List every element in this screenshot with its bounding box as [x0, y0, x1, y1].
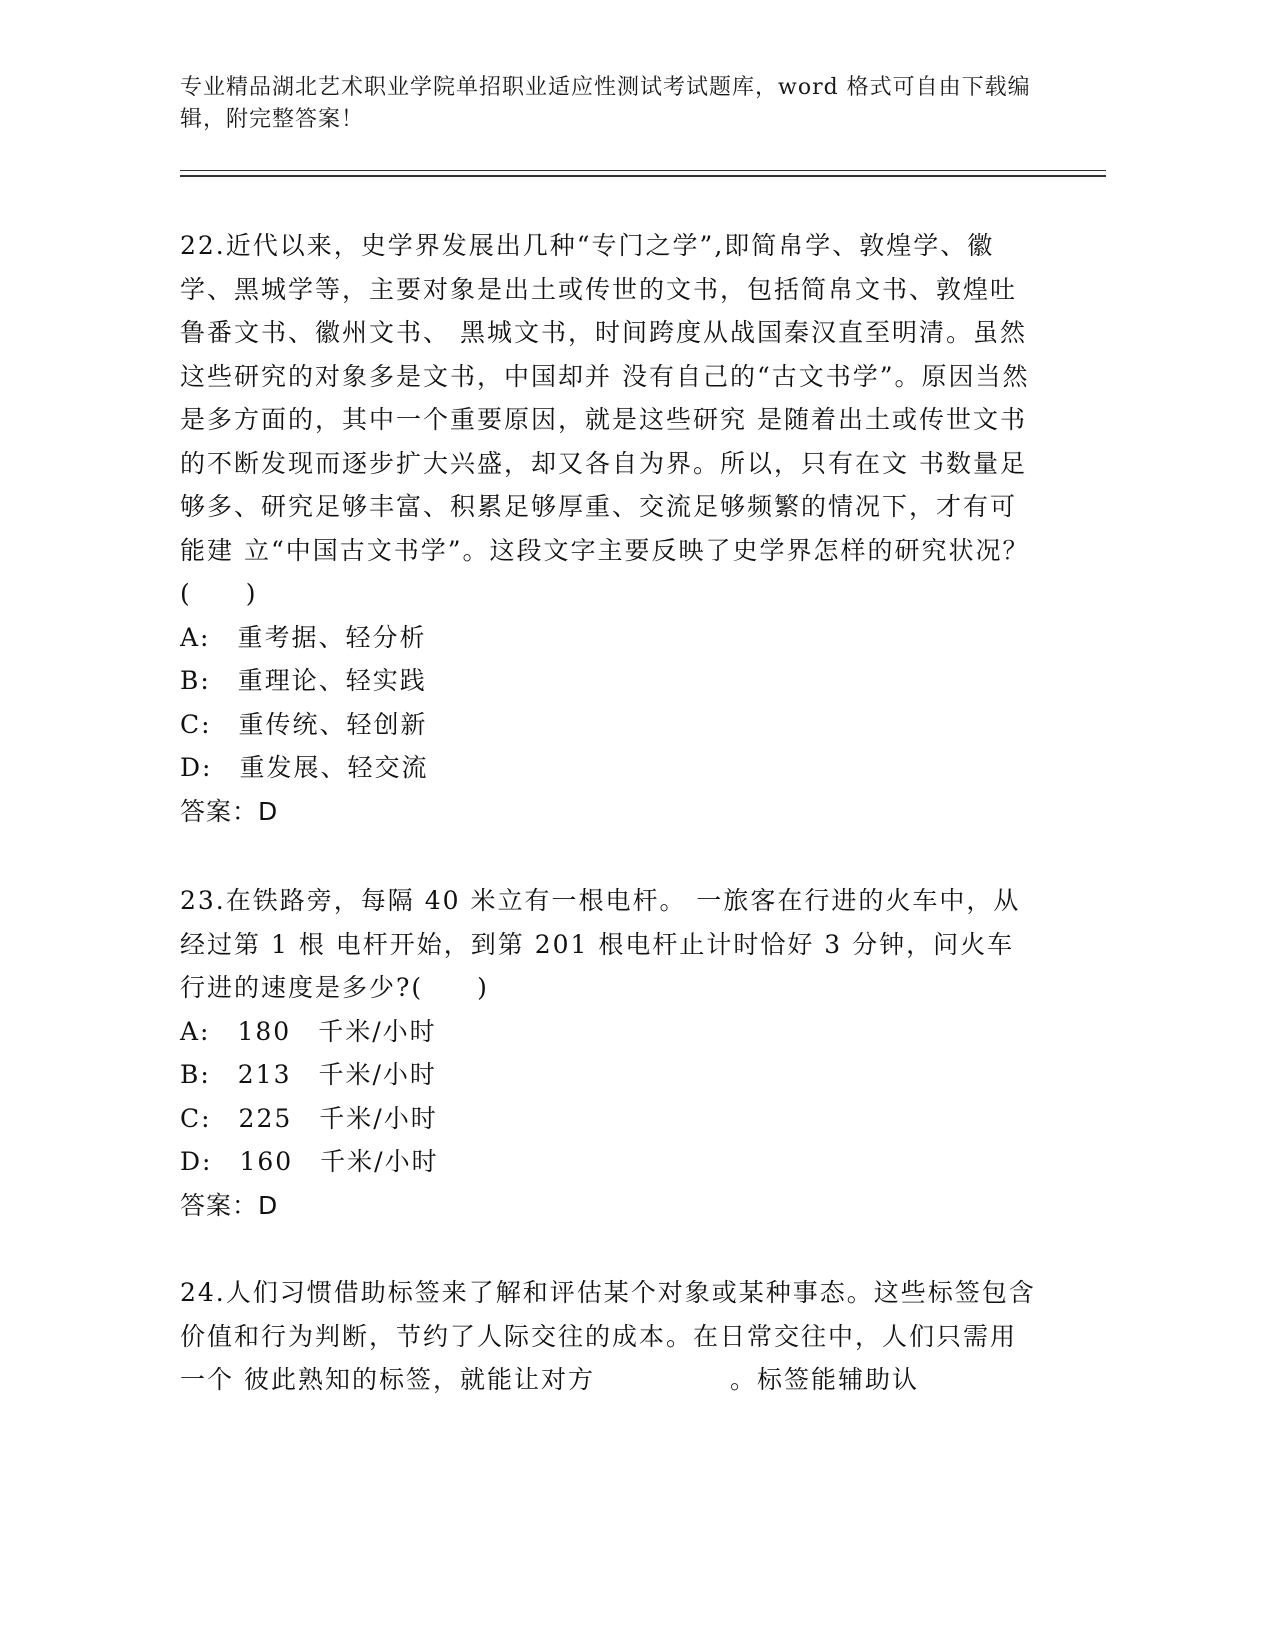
question-22	[180, 224, 1040, 833]
header-divider-bottom	[180, 175, 1106, 177]
answer-line: 答案：D	[180, 1190, 279, 1220]
option-a: A: 重考据、轻分析	[180, 622, 427, 652]
option-a: A: 180 千米/小时	[180, 1016, 437, 1046]
header-divider-top	[180, 170, 1106, 171]
answer-line: 答案：D	[180, 796, 279, 826]
question-text: 23.在铁路旁，每隔 40 米立有一根电杆。 一旅客在行进的火车中，从经过第 1 根 电杆开始，到第 201 根电杆止计时恰好 3 分钟，问火车行进的速度是多少?( )	[180, 886, 1021, 1002]
question-text: 24.人们习惯借助标签来了解和评估某个对象或某种事态。这些标签包含 价值和行为判断，节约了人际交往的成本。在日常交往中，人们只需用一个 彼此熟知的标签，就能让对方 。标签能辅助认	[180, 1278, 1117, 1394]
header-text: 专业精品湖北艺术职业学院单招职业适应性测试考试题库，word 格式可自由下载编辑，附完整答案！	[180, 75, 1031, 132]
option-d: D: 160 千米/小时	[180, 1147, 439, 1176]
option-d: D: 重发展、轻交流	[180, 753, 429, 782]
option-c: C: 重传统、轻创新	[180, 709, 428, 739]
option-b: B: 重理论、轻实践	[180, 666, 427, 695]
question-text: 22.近代以来，史学界发展出几种“专门之学”,即简帛学、敦煌学、徽学、黑城学等，主要对象是出土或传世的文书，包括简帛文书、敦煌吐鲁番文书、徽州文书、 黑城文书，时间跨度从战国秦汉直至明清。虽然这些研究的对象多是文书，中国却并 没有自己的“古文书学”。原因当然是多方面的，其中一个重要原因，就是这些研究 是随着出土或传世文书的不断发现而逐步扩大兴盛，却又各自为界。所以，只有在文 书数量足够多、研究足够丰富、积累足够厚重、交流足够频繁的情况下，才有可能建 立“中国古文书学”。这段文字主要反映了史学界怎样的研究状况？( )	[180, 231, 1030, 608]
document-header	[180, 72, 1060, 136]
option-b: B: 213 千米/小时	[180, 1060, 437, 1089]
question-24	[180, 1271, 1117, 1402]
question-23	[180, 879, 1040, 1227]
option-c: C: 225 千米/小时	[180, 1103, 438, 1133]
